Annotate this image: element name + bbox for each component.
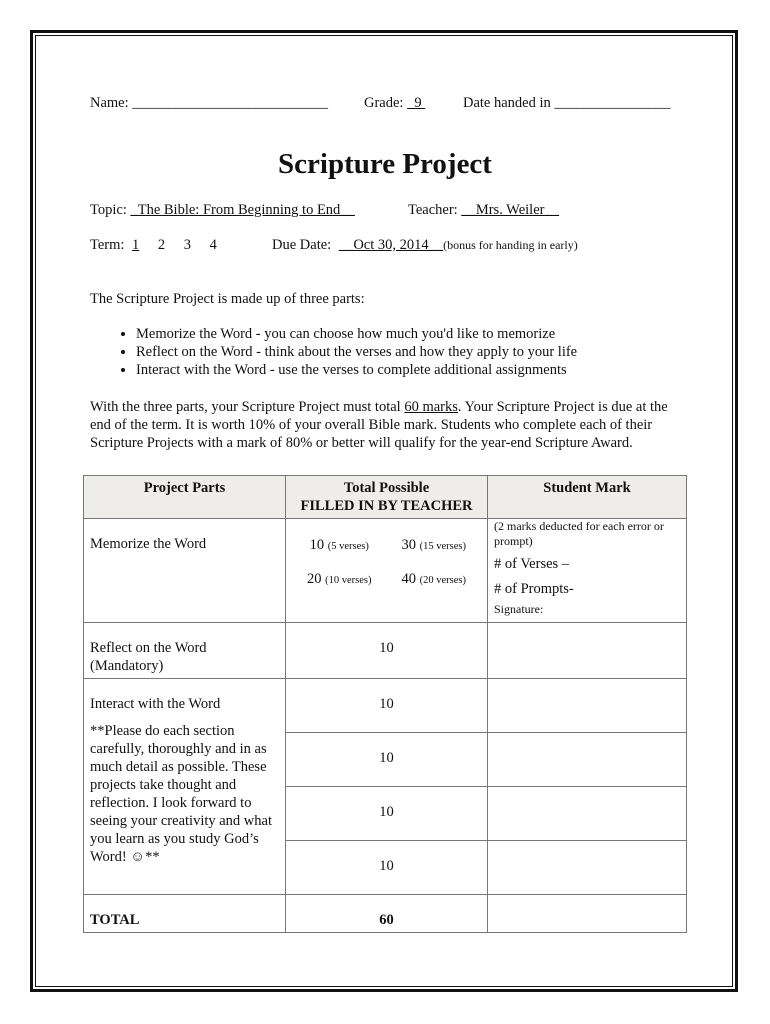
reflect-label: Reflect on the Word (Mandatory) <box>84 623 286 679</box>
header-total-line2: FILLED IN BY TEACHER <box>300 498 473 514</box>
header-student-mark: Student Mark <box>488 476 687 519</box>
header-project-parts: Project Parts <box>84 476 286 519</box>
list-item: • Memorize the Word - you can choose how much you'd like to memorize <box>136 325 577 343</box>
reflect-total: 10 <box>286 623 488 679</box>
teacher-line <box>408 201 559 219</box>
topic-value: _The Bible: From Beginning to End__ <box>130 202 355 218</box>
memorize-option: 40 (20 verses) <box>401 571 466 587</box>
due-date-line <box>272 236 578 254</box>
name-blank: ___________________________ <box>132 95 329 111</box>
total-label: TOTAL <box>84 895 286 933</box>
interact-label: Interact with the Word <box>84 679 286 733</box>
term-option-2: 2 <box>157 237 166 253</box>
name-label: Name: <box>90 95 129 111</box>
term-option-1: 1 <box>132 237 140 253</box>
total-row <box>84 895 687 933</box>
page-title: Scripture Project <box>278 148 492 180</box>
extra-total: 10 <box>286 841 488 895</box>
details-paragraph <box>90 398 690 452</box>
teacher-value: __Mrs. Weiler__ <box>461 202 559 218</box>
term-option-4: 4 <box>209 237 217 253</box>
date-handed-label: Date handed in <box>463 95 551 111</box>
memorize-option: 10 (5 verses) <box>309 537 369 553</box>
date-handed-line <box>463 94 670 112</box>
header-total-possible <box>286 476 488 519</box>
reflect-student-mark[interactable] <box>488 623 687 679</box>
table-header-row <box>84 476 687 519</box>
grade-line <box>364 94 425 112</box>
parts-list <box>90 325 577 379</box>
verses-field[interactable]: # of Verses – <box>494 556 570 572</box>
name-line <box>90 94 328 112</box>
table-row <box>84 519 687 623</box>
topic-label: Topic: <box>90 202 127 218</box>
list-item: • Reflect on the Word - think about the verses and how they apply to your life <box>136 343 577 361</box>
date-handed-blank: ________________ <box>554 95 671 111</box>
interact-student-mark[interactable] <box>488 679 687 733</box>
paragraph-text: With the three parts, your Scripture Project must total <box>90 399 405 415</box>
intro-text: The Scripture Project is made up of three parts: <box>90 291 365 307</box>
table-row <box>84 623 687 679</box>
encouragement-note: **Please do each section carefully, thoroughly and in as much detail as possible. These projects take thought and reflection. I look forward to seeing your creativity and what you learn as you study God’s Word! ☺** <box>90 723 272 865</box>
prompts-field[interactable]: # of Prompts- <box>494 581 574 597</box>
deduction-note: (2 marks deducted for each error or prompt) <box>494 519 664 548</box>
extra-student-mark[interactable] <box>488 841 687 895</box>
header-total-line1: Total Possible <box>343 480 430 496</box>
total-student-mark[interactable] <box>488 895 687 933</box>
term-line <box>90 236 217 254</box>
term-option-3: 3 <box>183 237 192 253</box>
memorize-option: 20 (10 verses) <box>307 571 372 587</box>
extra-student-mark[interactable] <box>488 787 687 841</box>
memorize-options <box>286 519 488 623</box>
paragraph-text: . Your Scripture Project is due at the end of the term. It is worth 10% of your overall Bible mark. Students who complete each of their Scripture Projects with a mark of 80% or better will qualify for the year-end Scripture Award. <box>90 399 668 451</box>
extra-student-mark[interactable] <box>488 733 687 787</box>
extra-total: 10 <box>286 787 488 841</box>
grade-label: Grade: <box>364 95 404 111</box>
memorize-student-mark <box>488 519 687 623</box>
list-item: • Interact with the Word - use the verses to complete additional assignments <box>136 361 577 379</box>
topic-line <box>90 201 355 219</box>
extra-total: 10 <box>286 733 488 787</box>
due-date-value: __Oct 30, 2014__ <box>338 237 444 253</box>
bonus-note: (bonus for handing in early) <box>443 238 578 252</box>
signature-field[interactable]: Signature: <box>494 602 544 616</box>
grade-value: 9 <box>414 95 422 111</box>
total-value: 60 <box>286 895 488 933</box>
total-marks: 60 marks <box>404 399 458 415</box>
due-date-label: Due Date: <box>272 237 332 253</box>
teacher-label: Teacher: <box>408 202 458 218</box>
memorize-option: 30 (15 verses) <box>401 537 466 553</box>
term-label: Term: <box>90 237 125 253</box>
interact-total: 10 <box>286 679 488 733</box>
memorize-label: Memorize the Word <box>84 519 286 623</box>
